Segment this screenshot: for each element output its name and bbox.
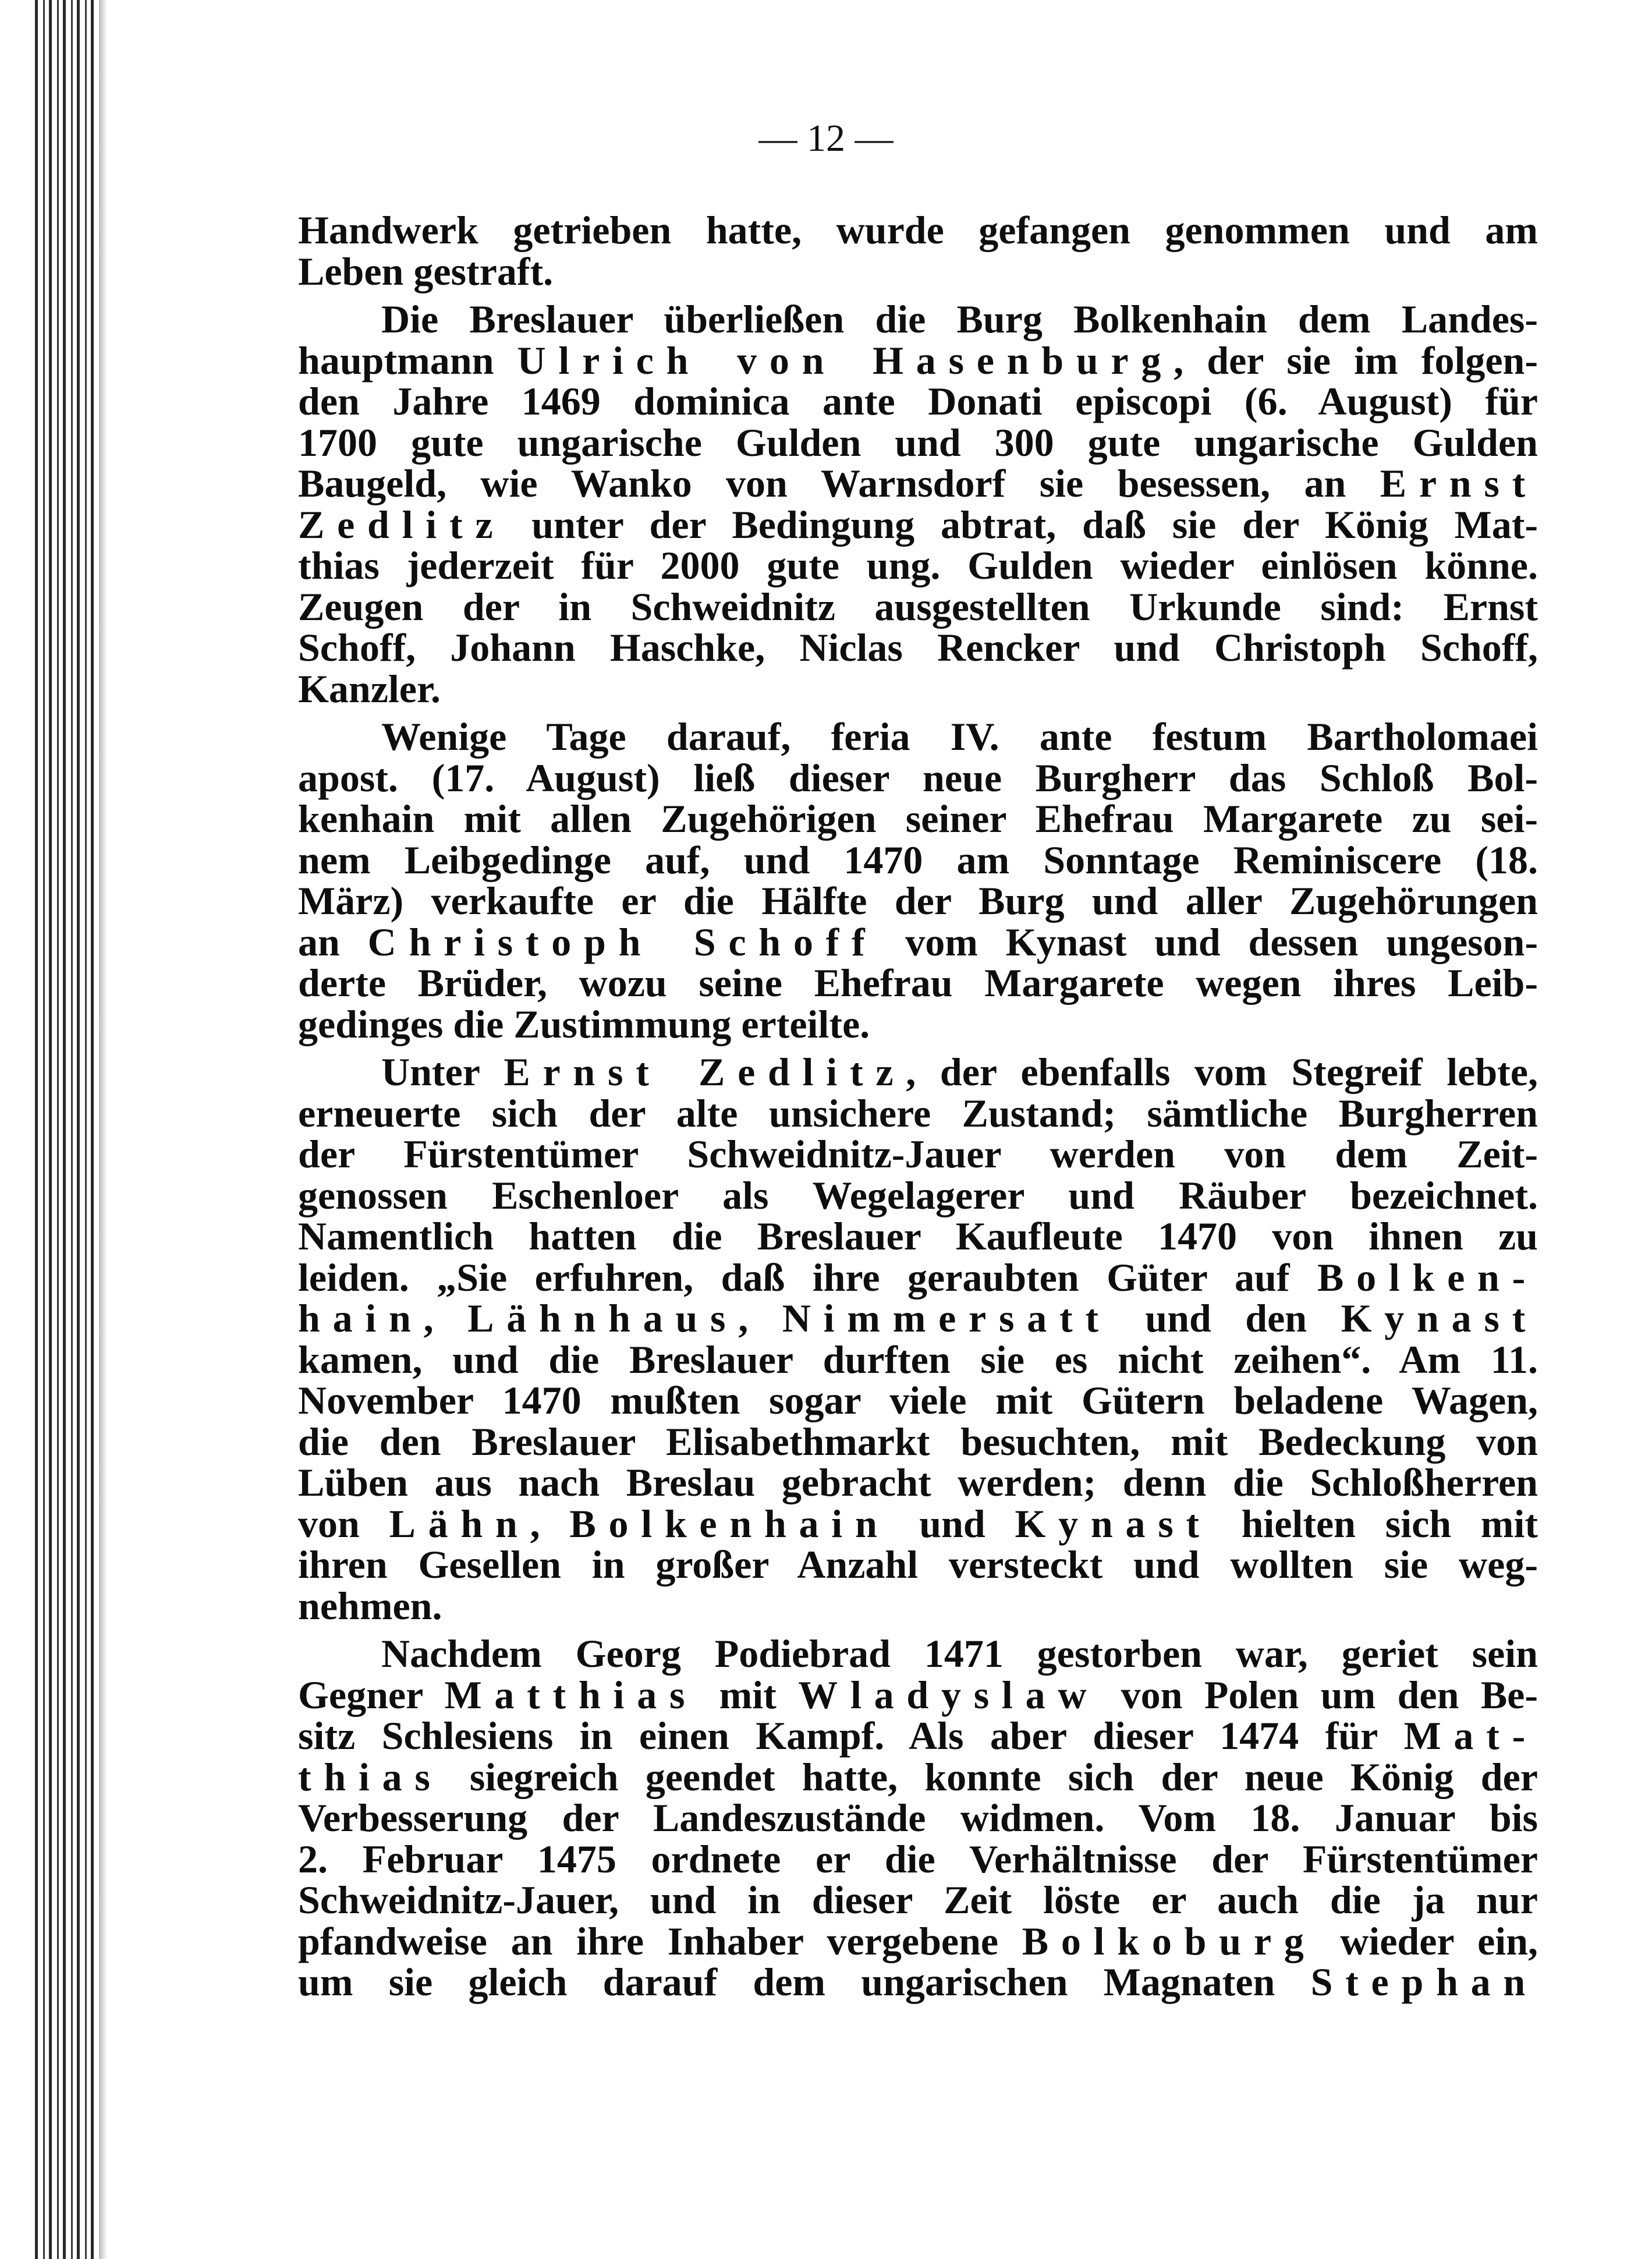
text-segment: derte Brüder, wozu seine Ehefrau Margarete wegen ihres Leib-: [298, 961, 1538, 1005]
text-line: [298, 381, 1538, 422]
text-line: [298, 1961, 1538, 2003]
text-segment: , der sie im folgen-: [1174, 338, 1538, 383]
text-line: [298, 880, 1538, 922]
text-line: [298, 757, 1538, 799]
text-segment: pfandweise an ihre Inhaber vergebene: [298, 1918, 1022, 1963]
text-segment: Schweidnitz-Jauer, und in dieser Zeit löste er auch die ja nur: [298, 1878, 1538, 1922]
text-segment: Nachdem Georg Podiebrad 1471 gestorben war, geriet sein: [381, 1631, 1538, 1676]
spaced-name: Mat-: [1403, 1713, 1538, 1758]
text-line: [298, 1298, 1538, 1339]
text-segment: den Jahre 1469 dominica ante Donati episcopi (6. August) für: [298, 379, 1538, 423]
paragraph: [298, 1633, 1538, 2003]
text-line: [298, 1715, 1538, 1757]
text-segment: hauptmann: [298, 338, 517, 383]
text-segment: Unter: [381, 1050, 504, 1094]
text-segment: ihren Gesellen in großer Anzahl versteckt und wollten sie weg-: [298, 1542, 1538, 1587]
text-segment: erneuerte sich der alte unsichere Zustand; sämtliche Burgherren: [298, 1090, 1538, 1135]
text-segment: thias jederzeit für 2000 gute ung. Gulden wieder einlösen könne.: [298, 543, 1538, 587]
text-line: [298, 210, 1538, 251]
text-line: [298, 1918, 1538, 1963]
text-segment: an: [298, 919, 368, 964]
text-line: [298, 1257, 1538, 1298]
text-line: [298, 1879, 1538, 1921]
text-segment: Baugeld, wie Wanko von Warnsdorf sie besessen, an: [298, 461, 1380, 505]
text-line: [298, 340, 1538, 381]
text-line: [298, 1633, 1538, 1674]
text-line: [298, 586, 1538, 628]
page-number: — 12 —: [758, 117, 894, 160]
text-segment: genossen Eschenloer als Wegelagerer und Räuber bezeichnet.: [298, 1173, 1538, 1217]
text-segment: Schoff, Johann Haschke, Niclas Rencker und Christoph Schoff,: [298, 625, 1538, 670]
text-segment: ,: [530, 1501, 570, 1546]
paragraph: [298, 210, 1538, 292]
text-segment: sitz Schlesiens in einen Kampf. Als aber dieser 1474 für: [298, 1713, 1404, 1758]
text-line: [298, 1339, 1538, 1380]
spaced-name: Lähnhaus: [467, 1296, 739, 1340]
spaced-name: Zedlitz: [298, 502, 506, 547]
text-segment: November 1470 mußten sogar viele mit Gütern beladene Wagen,: [298, 1378, 1538, 1422]
paragraph: [298, 299, 1538, 709]
spaced-name: Matthias: [444, 1672, 698, 1717]
spaced-name: Bolken-: [1317, 1255, 1538, 1300]
text-line: [298, 962, 1538, 1004]
text-line: [298, 837, 1538, 882]
text-line: [298, 1585, 1538, 1627]
text-line: [298, 1380, 1538, 1421]
text-line: [298, 545, 1538, 586]
text-segment: und: [889, 1501, 1015, 1546]
spaced-name: thias: [298, 1754, 443, 1799]
text-segment: und den: [1111, 1296, 1341, 1340]
text-line: [298, 1090, 1538, 1135]
text-segment: Leben gestraft.: [298, 249, 554, 293]
spaced-name: Ernst: [1380, 461, 1538, 505]
text-segment: nem Leibgedinge auf, und 1470 am Sonntage Reminiscere (18.: [298, 837, 1538, 882]
paragraph: [298, 716, 1538, 1044]
body-text: [298, 210, 1538, 2010]
text-segment: kamen, und die Breslauer durften sie es nicht zeihen“. Am 11.: [298, 1337, 1538, 1382]
text-line: [298, 1216, 1538, 1257]
text-line: [298, 627, 1538, 668]
spaced-name: Ernst Zedlitz: [504, 1050, 906, 1094]
text-segment: Namentlich hatten die Breslauer Kaufleute 1470 von ihnen zu: [298, 1214, 1538, 1258]
book-binding-edge: [35, 0, 99, 2259]
text-line: [298, 299, 1538, 340]
text-segment: kenhain mit allen Zugehörigen seiner Ehefrau Margarete zu sei-: [298, 796, 1538, 841]
text-line: [298, 1001, 1538, 1046]
text-line: [298, 1836, 1538, 1881]
spaced-name: Lähn: [389, 1501, 530, 1546]
text-line: [298, 1797, 1538, 1839]
text-segment: siegreich geendet hatte, konnte sich der neue König der: [442, 1754, 1538, 1799]
text-line: [298, 668, 1538, 710]
spaced-name: Stephan: [1310, 1960, 1538, 2004]
text-segment: ,: [738, 1296, 782, 1340]
text-segment: 2. Februar 1475 ordnete er die Verhältnisse der Fürstentümer: [298, 1836, 1538, 1881]
text-line: [298, 251, 1538, 292]
text-line: [298, 504, 1538, 546]
spaced-name: Bolkenhain: [569, 1501, 890, 1546]
text-segment: mit: [697, 1672, 799, 1717]
text-segment: Kanzler.: [298, 666, 441, 711]
text-line: [298, 1462, 1538, 1503]
text-segment: apost. (17. August) ließ dieser neue Burgherr das Schloß Bol-: [298, 755, 1538, 800]
text-segment: der Fürstentümer Schweidnitz-Jauer werden von dem Zeit-: [298, 1132, 1538, 1176]
text-segment: hielten sich mit: [1211, 1501, 1538, 1546]
text-segment: von Polen um den Be-: [1099, 1672, 1538, 1717]
text-segment: Die Breslauer überließen die Burg Bolkenhain dem Landes-: [381, 297, 1538, 341]
binding-shadow: [99, 0, 107, 2259]
text-line: [298, 1134, 1538, 1175]
spaced-name: Kynast: [1015, 1501, 1212, 1546]
text-line: [298, 1051, 1538, 1093]
text-line: [298, 716, 1538, 757]
text-segment: März) verkaufte er die Hälfte der Burg und aller Zugehörungen: [298, 879, 1538, 923]
text-segment: von: [298, 1501, 389, 1546]
text-line: [298, 1754, 1538, 1799]
text-segment: um sie gleich darauf dem ungarischen Magnaten: [298, 1960, 1311, 2004]
text-line: [298, 1503, 1538, 1545]
text-line: [298, 1674, 1538, 1716]
text-segment: gedinges die Zustimmung erteilte.: [298, 1001, 870, 1046]
text-segment: Handwerk getrieben hatte, wurde gefangen genommen und am: [298, 208, 1538, 252]
text-segment: , der ebenfalls vom Stegreif lebte,: [906, 1050, 1538, 1094]
text-segment: unter der Bedingung abtrat, daß sie der König Mat-: [505, 502, 1538, 547]
text-segment: wieder ein,: [1316, 1918, 1538, 1963]
text-segment: 1700 gute ungarische Gulden und 300 gute ungarische Gulden: [298, 420, 1538, 465]
text-segment: nehmen.: [298, 1583, 442, 1628]
spaced-name: Wladyslaw: [798, 1672, 1100, 1717]
text-line: [298, 919, 1538, 964]
text-segment: Verbesserung der Landeszustände widmen. Vom 18. Januar bis: [298, 1796, 1538, 1840]
text-line: [298, 1544, 1538, 1585]
text-segment: Wenige Tage darauf, feria IV. ante festum Bartholomaei: [381, 714, 1538, 759]
spaced-name: Ulrich von Hasenburg: [517, 338, 1174, 383]
text-segment: die den Breslauer Elisabethmarkt besuchten, mit Bedeckung von: [298, 1419, 1538, 1464]
text-line: [298, 798, 1538, 840]
text-segment: Zeugen der in Schweidnitz ausgestellten Urkunde sind: Ernst: [298, 584, 1538, 629]
spaced-name: hain: [298, 1296, 424, 1340]
spaced-name: Christoph Schoff: [367, 919, 878, 964]
text-line: [298, 463, 1538, 504]
spaced-name: Bolkoburg: [1022, 1918, 1317, 1963]
text-segment: vom Kynast und dessen ungeson-: [877, 919, 1538, 964]
paragraph: [298, 1051, 1538, 1626]
text-line: [298, 422, 1538, 463]
spaced-name: Nimmersatt: [782, 1296, 1111, 1340]
text-segment: ,: [423, 1296, 468, 1340]
spaced-name: Kynast: [1341, 1296, 1538, 1340]
text-line: [298, 1175, 1538, 1216]
text-segment: Gegner: [298, 1672, 445, 1717]
text-segment: Lüben aus nach Breslau gebracht werden; denn die Schloßherren: [298, 1460, 1538, 1504]
text-line: [298, 1421, 1538, 1463]
text-segment: leiden. „Sie erfuhren, daß ihre geraubten Güter auf: [298, 1255, 1317, 1300]
